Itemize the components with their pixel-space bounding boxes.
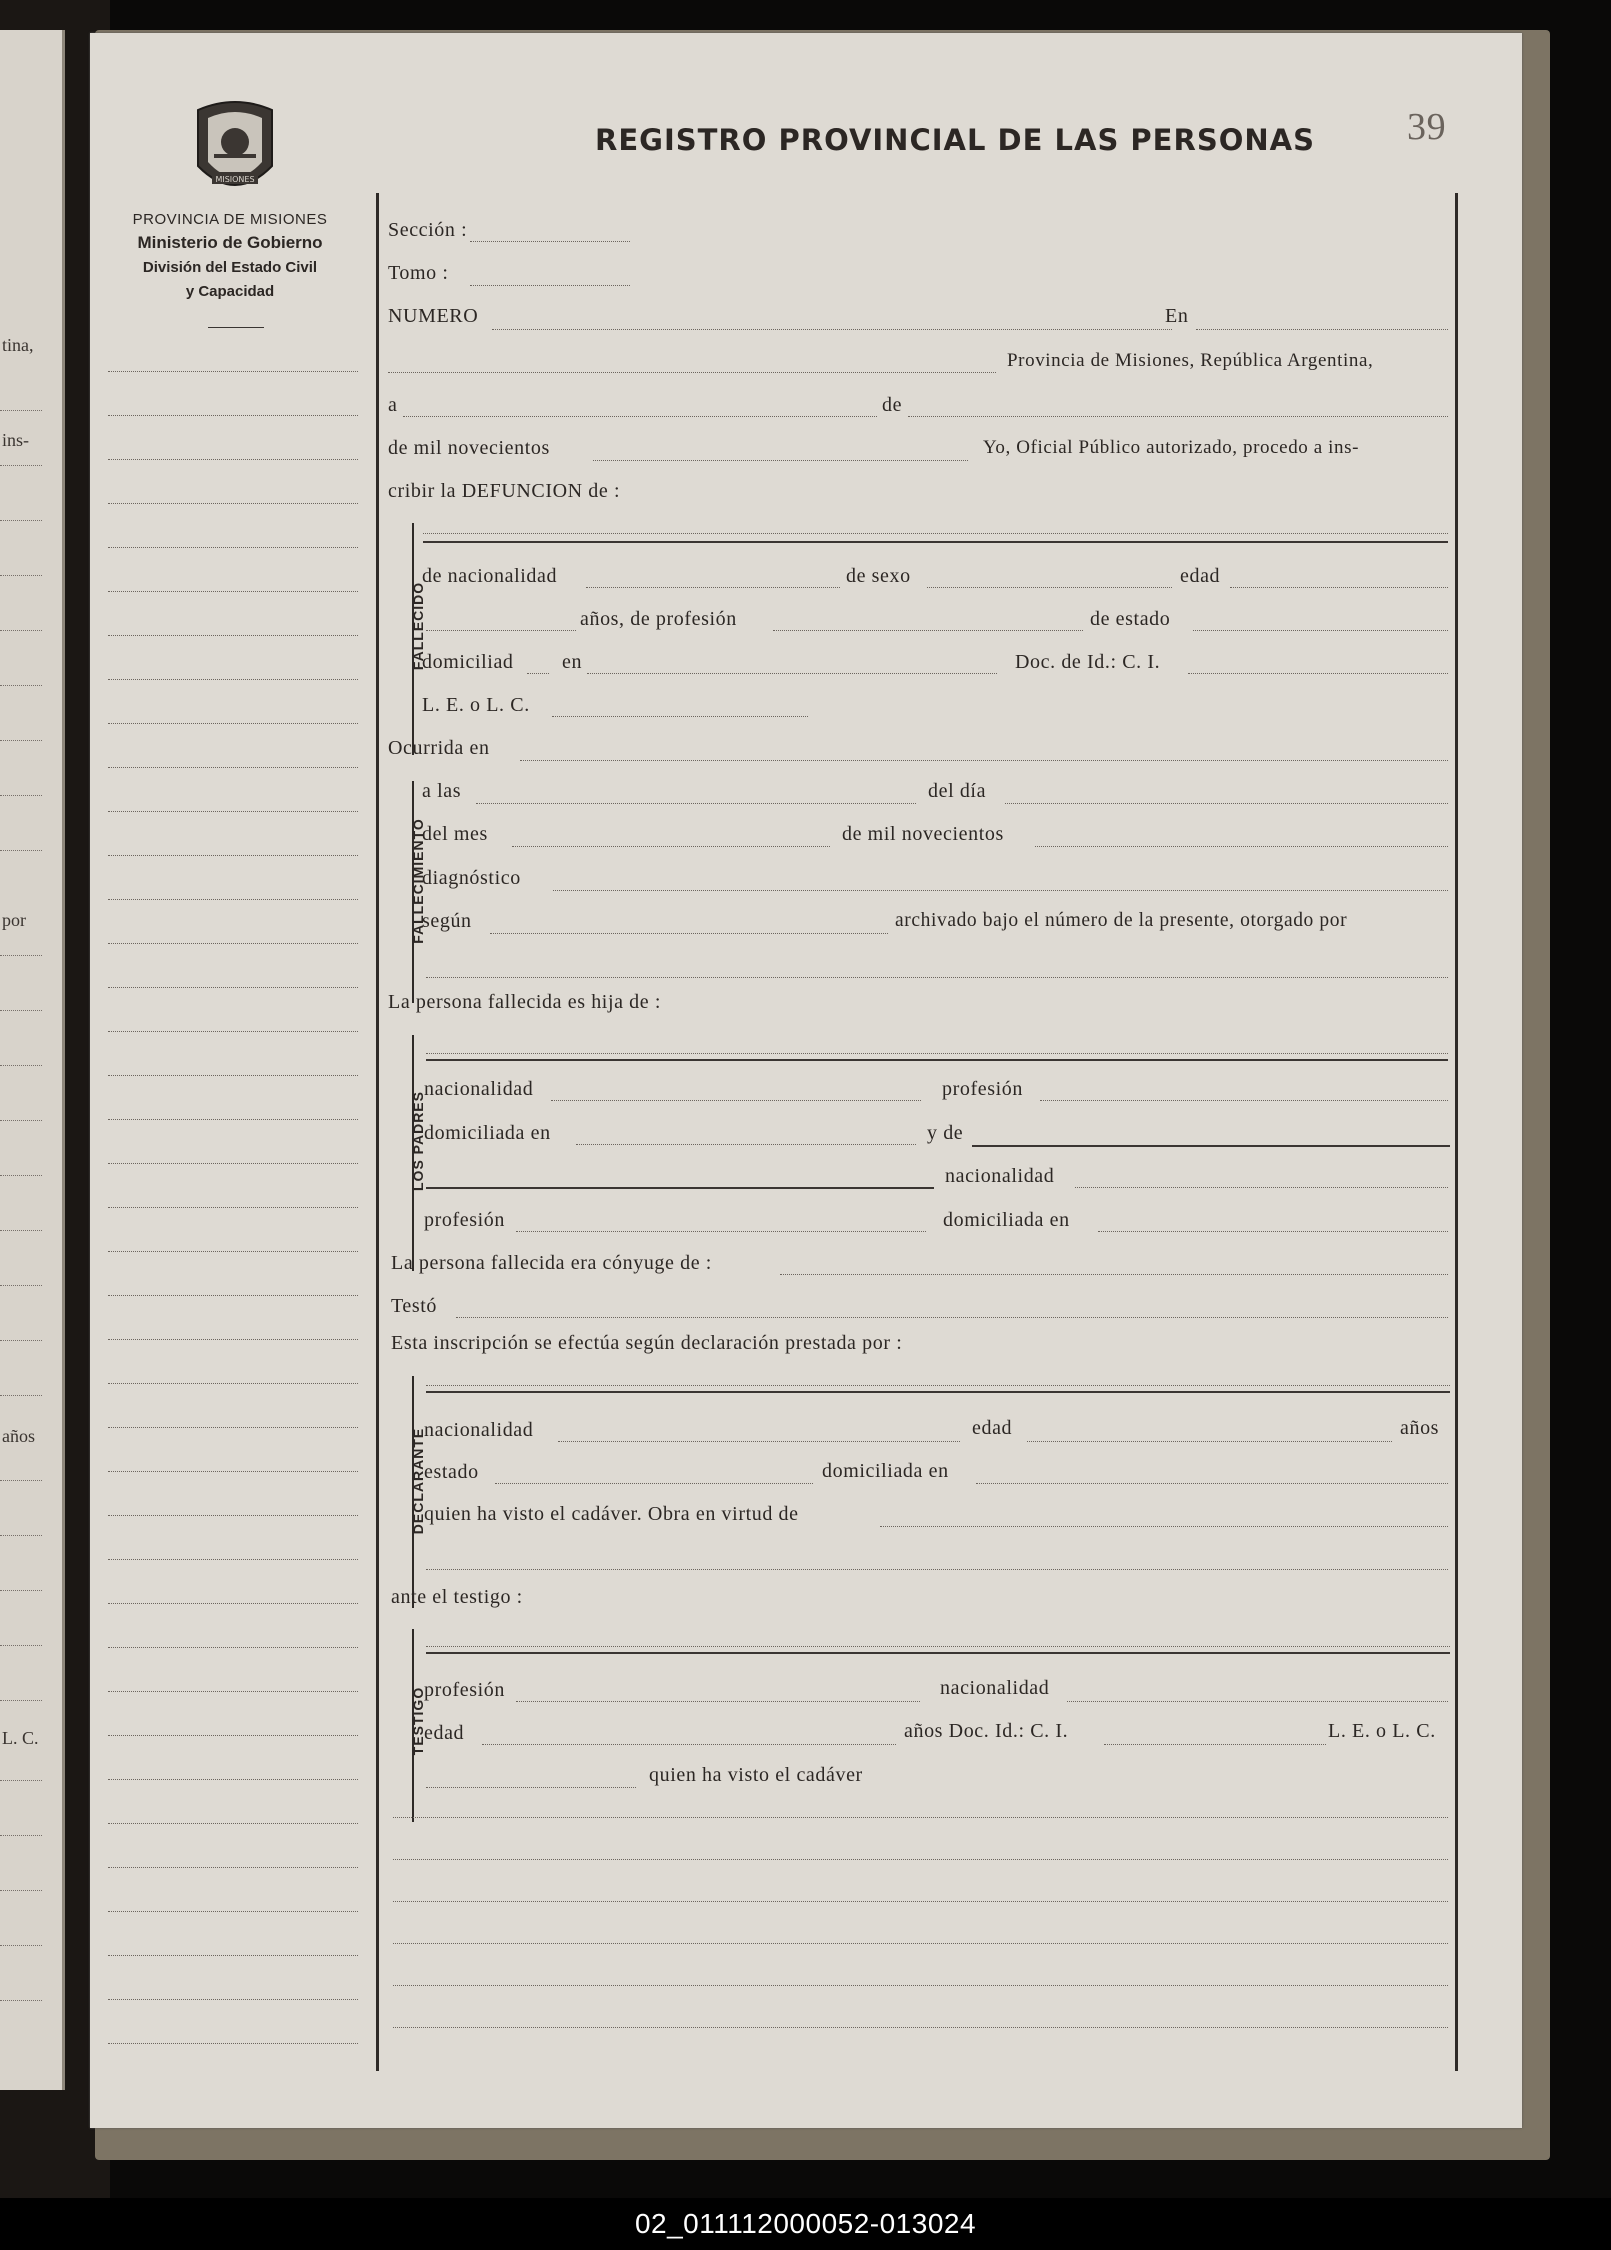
fallecido-sexo-label: de sexo xyxy=(846,565,911,587)
fallecido-edad-field[interactable] xyxy=(1230,587,1448,588)
testigo-profesion-field[interactable] xyxy=(516,1701,920,1702)
fallecimiento-side-label: FALLECIMIENTO xyxy=(410,818,426,944)
fallecido-sexo-field[interactable] xyxy=(927,587,1172,588)
padre-domicilio-field[interactable] xyxy=(576,1144,916,1145)
declarante-quien-label: quien ha visto el cadáver. Obra en virtud de xyxy=(424,1503,799,1525)
testigo-quien-label: quien ha visto el cadáver xyxy=(649,1764,863,1786)
testigo-edad-label: edad xyxy=(424,1722,465,1744)
fallecido-name-field[interactable] xyxy=(423,533,1448,534)
declarante-name-rule xyxy=(426,1391,1450,1393)
declarante-nacionalidad-field[interactable] xyxy=(558,1441,960,1442)
segun-field[interactable] xyxy=(490,933,888,934)
fallecido-domiciliad-label: domiciliad xyxy=(422,651,514,673)
declarante-domicilio-field[interactable] xyxy=(976,1483,1448,1484)
fallecido-side-label: FALLECIDO xyxy=(410,581,426,671)
conyuge-label: La persona fallecida era cónyuge de : xyxy=(391,1252,712,1274)
hora-field[interactable] xyxy=(476,803,916,804)
seccion-field[interactable] xyxy=(470,241,630,242)
madre-name-continuation[interactable] xyxy=(426,1187,934,1189)
testigo-name-field[interactable] xyxy=(426,1646,1450,1647)
left-fragment-5: L. C. xyxy=(2,1728,39,1748)
registry-page xyxy=(90,33,1522,2128)
obra-virtud-field[interactable] xyxy=(880,1526,1448,1527)
testigo-quien-field[interactable] xyxy=(426,1787,636,1788)
hora-label: a las xyxy=(422,780,462,802)
otorgado-field[interactable] xyxy=(426,977,1448,978)
numero-label: NUMERO xyxy=(388,305,479,327)
declarante-estado-label: estado xyxy=(424,1461,479,1483)
fallecido-doc-label: Doc. de Id.: C. I. xyxy=(1015,651,1161,673)
declarante-edad-label: edad xyxy=(972,1417,1013,1439)
fallecido-en-label: en xyxy=(562,651,583,673)
anio-field[interactable] xyxy=(593,460,968,461)
left-fragment-2: ins- xyxy=(2,430,29,450)
left-fragment-3: por xyxy=(2,910,26,930)
obra-virtud-continuation[interactable] xyxy=(426,1569,1448,1570)
archivado-text: archivado bajo el número de la presente, otorgado por xyxy=(895,910,1348,931)
fallecido-estado-label: de estado xyxy=(1090,608,1171,630)
diagnostico-field[interactable] xyxy=(553,890,1448,891)
fallecido-domiciliad-suffix[interactable] xyxy=(527,673,549,674)
mil-novecientos-2-label: de mil novecientos xyxy=(842,823,1004,845)
madre-profesion-field[interactable] xyxy=(516,1231,926,1232)
testigo-name-rule xyxy=(426,1652,1450,1654)
dia-field[interactable] xyxy=(403,416,877,417)
oficial-text: Yo, Oficial Público autorizado, procedo a ins- xyxy=(983,437,1360,458)
padre-nacionalidad-label: nacionalidad xyxy=(424,1078,534,1100)
mes-label: del mes xyxy=(422,823,488,845)
testigo-nacionalidad-field[interactable] xyxy=(1067,1701,1448,1702)
en-field[interactable] xyxy=(1196,329,1448,330)
image-id-footer: 02_011112000052-013024 xyxy=(0,2198,1611,2250)
fallecido-edad-label: edad xyxy=(1180,565,1221,587)
ministry-line-4: y Capacidad xyxy=(185,283,275,300)
ministry-line-2: Ministerio de Gobierno xyxy=(137,233,323,252)
dia-label: del día xyxy=(928,780,987,802)
lugar-field[interactable] xyxy=(388,372,996,373)
declarante-anios-label: años xyxy=(1400,1417,1440,1439)
fallecido-anios-field[interactable] xyxy=(426,630,576,631)
anio-fallecimiento-field[interactable] xyxy=(1035,846,1448,847)
testigo-ci-field[interactable] xyxy=(1104,1744,1326,1745)
page-title: REGISTRO PROVINCIAL DE LAS PERSONAS xyxy=(595,123,1315,157)
mes-field[interactable] xyxy=(908,416,1448,417)
numero-field[interactable] xyxy=(492,329,1172,330)
fallecido-le-field[interactable] xyxy=(552,716,808,717)
declaracion-label: Esta inscripción se efectúa según declaración prestada por : xyxy=(391,1332,903,1354)
madre-name-field[interactable] xyxy=(972,1145,1450,1147)
fallecido-nacionalidad-field[interactable] xyxy=(586,587,840,588)
madre-nacionalidad-label: nacionalidad xyxy=(945,1165,1055,1187)
padres-side-label: LOS PADRES xyxy=(410,1091,426,1191)
seal-text: MISIONES xyxy=(215,175,255,184)
inscribir-text: cribir la DEFUNCION de : xyxy=(388,480,621,502)
seccion-label: Sección : xyxy=(388,219,468,241)
de-label: de xyxy=(882,394,903,416)
testigo-doc-label: años Doc. Id.: C. I. xyxy=(904,1720,1069,1742)
fallecido-anios-label: años, de profesión xyxy=(580,608,737,630)
ocurrida-field[interactable] xyxy=(520,760,1448,761)
fallecido-estado-field[interactable] xyxy=(1193,630,1448,631)
padre-domiciliada-label: domiciliada en xyxy=(424,1122,551,1144)
fallecido-nacionalidad-label: de nacionalidad xyxy=(422,565,558,587)
declarante-edad-field[interactable] xyxy=(1027,1441,1392,1442)
right-margin-rule xyxy=(1455,193,1458,2071)
ante-testigo-label: ante el testigo : xyxy=(391,1586,523,1608)
testigo-nacionalidad-label: nacionalidad xyxy=(940,1677,1050,1699)
fallecido-profesion-field[interactable] xyxy=(773,630,1083,631)
ocurrida-label: Ocurrida en xyxy=(388,737,490,759)
padre-profesion-field[interactable] xyxy=(1040,1100,1448,1101)
tomo-label: Tomo : xyxy=(388,262,449,284)
en-label: En xyxy=(1165,305,1189,327)
madre-nacionalidad-field[interactable] xyxy=(1075,1187,1448,1188)
padre-profesion-label: profesión xyxy=(942,1078,1023,1100)
testigo-profesion-label: profesión xyxy=(424,1679,505,1701)
conyuge-field[interactable] xyxy=(780,1274,1448,1275)
testigo-le-label: L. E. o L. C. xyxy=(1328,1720,1436,1742)
declarante-name-field[interactable] xyxy=(426,1385,1450,1386)
left-margin-rule xyxy=(376,193,379,2071)
testigo-edad-field[interactable] xyxy=(482,1744,896,1745)
padre-name-field[interactable] xyxy=(426,1053,1448,1054)
mil-novecientos-label: de mil novecientos xyxy=(388,437,550,459)
declarante-nacionalidad-label: nacionalidad xyxy=(424,1419,534,1441)
testo-label: Testó xyxy=(391,1295,438,1317)
left-fragment-4: años xyxy=(2,1426,35,1446)
dia-fallecimiento-field[interactable] xyxy=(1005,803,1448,804)
declarante-domiciliada-label: domiciliada en xyxy=(822,1460,949,1482)
a-label: a xyxy=(388,394,398,416)
provincia-text: Provincia de Misiones, República Argentina, xyxy=(1007,350,1374,371)
declarante-side-label: DECLARANTE xyxy=(410,1427,426,1535)
segun-label: según xyxy=(422,910,472,932)
testo-field[interactable] xyxy=(456,1317,1448,1318)
fallecido-name-rule xyxy=(423,541,1448,543)
left-fragment-1: tina, xyxy=(2,335,34,355)
seal-icon xyxy=(188,96,282,204)
ministry-divider xyxy=(208,327,264,328)
y-de-label: y de xyxy=(927,1122,964,1144)
padre-name-rule xyxy=(426,1059,1448,1061)
fallecido-domicilio-field[interactable] xyxy=(587,673,997,674)
declarante-estado-field[interactable] xyxy=(495,1483,813,1484)
ministry-line-3: División del Estado Civil xyxy=(142,259,318,276)
madre-profesion-label: profesión xyxy=(424,1209,505,1231)
testigo-side-label: TESTIGO xyxy=(410,1686,426,1756)
hija-de-label: La persona fallecida es hija de : xyxy=(388,991,662,1013)
fallecido-le-label: L. E. o L. C. xyxy=(422,694,530,716)
padre-nacionalidad-field[interactable] xyxy=(551,1100,921,1101)
page-number: 39 xyxy=(1407,106,1447,148)
tomo-field[interactable] xyxy=(470,285,630,286)
mes-fallecimiento-field[interactable] xyxy=(512,846,830,847)
fallecido-ci-field[interactable] xyxy=(1188,673,1448,674)
madre-domiciliada-label: domiciliada en xyxy=(943,1209,1070,1231)
ministry-line-1: PROVINCIA DE MISIONES xyxy=(132,211,328,228)
left-facing-page xyxy=(0,30,65,2090)
madre-domicilio-field[interactable] xyxy=(1098,1231,1448,1232)
diagnostico-label: diagnóstico xyxy=(422,867,521,889)
